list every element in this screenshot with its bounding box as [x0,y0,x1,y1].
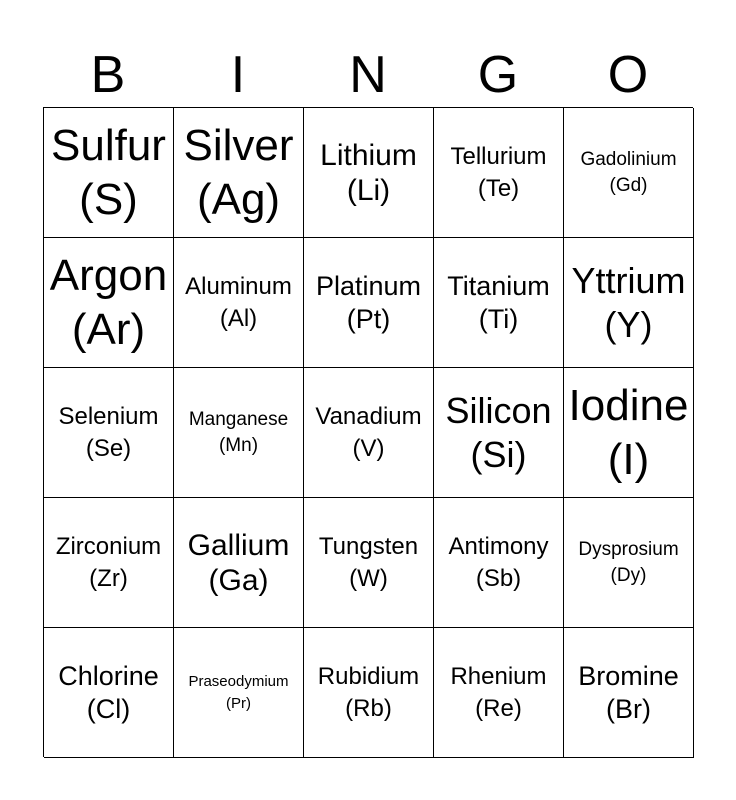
element-symbol: (Br) [606,693,651,724]
bingo-cell[interactable] [304,108,434,238]
element-name: Platinum [315,270,422,301]
element-symbol: (Se) [85,434,132,462]
element-symbol: (Pr) [226,694,251,712]
header-letter-o: O [607,46,649,104]
element-symbol: (Re) [475,694,522,722]
element-symbol: (Gd) [609,174,648,196]
element-name: Lithium [320,138,417,172]
header-letter-n: N [349,46,387,104]
bingo-cell[interactable] [434,108,564,238]
bingo-cell[interactable] [44,628,174,758]
element-symbol: (Ar) [71,304,146,354]
bingo-cell[interactable] [434,238,564,368]
header-letter-i: I [230,46,246,104]
bingo-cell[interactable] [44,108,174,238]
element-symbol: (Zr) [89,564,128,592]
element-name: Manganese [188,408,289,430]
element-symbol: (Rb) [345,694,392,722]
element-symbol: (Mn) [218,434,259,456]
element-symbol: (V) [352,434,385,462]
element-name: Aluminum [185,272,292,300]
bingo-cell[interactable] [44,498,174,628]
bingo-cell[interactable] [304,628,434,758]
bingo-cell[interactable] [304,238,434,368]
bingo-cell[interactable] [174,628,304,758]
bingo-cell[interactable] [174,498,304,628]
header-letter-g: G [477,46,519,104]
bingo-cell[interactable] [434,368,564,498]
element-name: Gallium [187,528,290,562]
element-name: Vanadium [315,402,422,430]
bingo-cell[interactable] [304,498,434,628]
header-letter-b: B [90,46,126,104]
bingo-cell[interactable] [174,368,304,498]
element-symbol: (Dy) [610,564,647,586]
element-name: Bromine [578,660,679,691]
element-symbol: (Ga) [208,563,269,597]
element-symbol: (Te) [477,174,520,202]
element-name: Rubidium [317,662,420,690]
bingo-cell[interactable] [44,368,174,498]
bingo-cell[interactable] [564,628,694,758]
element-name: Chlorine [58,660,159,691]
bingo-cell[interactable] [564,238,694,368]
bingo-cell[interactable] [564,108,694,238]
element-symbol: (W) [349,564,388,592]
element-name: Silver [183,120,294,170]
bingo-cell[interactable] [174,108,304,238]
element-symbol: (Li) [346,173,391,207]
bingo-cell[interactable] [564,498,694,628]
element-symbol: (Si) [470,433,527,475]
element-name: Zirconium [55,532,162,560]
element-name: Argon [49,250,168,300]
element-symbol: (Al) [219,304,258,332]
element-name: Tellurium [450,142,547,170]
element-name: Silicon [445,389,552,431]
element-name: Selenium [58,402,159,430]
element-name: Sulfur [51,120,166,170]
element-name: Iodine [568,380,689,430]
bingo-cell[interactable] [564,368,694,498]
element-name: Praseodymium [188,672,289,690]
element-symbol: (Ag) [196,174,281,224]
element-symbol: (I) [607,434,650,484]
element-symbol: (Y) [604,303,653,345]
element-symbol: (Cl) [86,693,131,724]
bingo-cell[interactable] [304,368,434,498]
bingo-cell[interactable] [434,498,564,628]
element-symbol: (Sb) [475,564,522,592]
bingo-header [43,44,693,106]
element-name: Gadolinium [580,148,677,170]
element-name: Antimony [448,532,549,560]
element-name: Tungsten [318,532,419,560]
element-symbol: (Ti) [478,303,519,334]
element-symbol: (S) [79,174,138,224]
element-name: Rhenium [450,662,547,690]
bingo-cell[interactable] [44,238,174,368]
bingo-cell[interactable] [174,238,304,368]
element-name: Yttrium [571,259,686,301]
element-name: Dysprosium [578,538,679,560]
element-symbol: (Pt) [346,303,391,334]
bingo-cell[interactable] [434,628,564,758]
element-name: Titanium [447,270,550,301]
bingo-board [43,107,693,757]
